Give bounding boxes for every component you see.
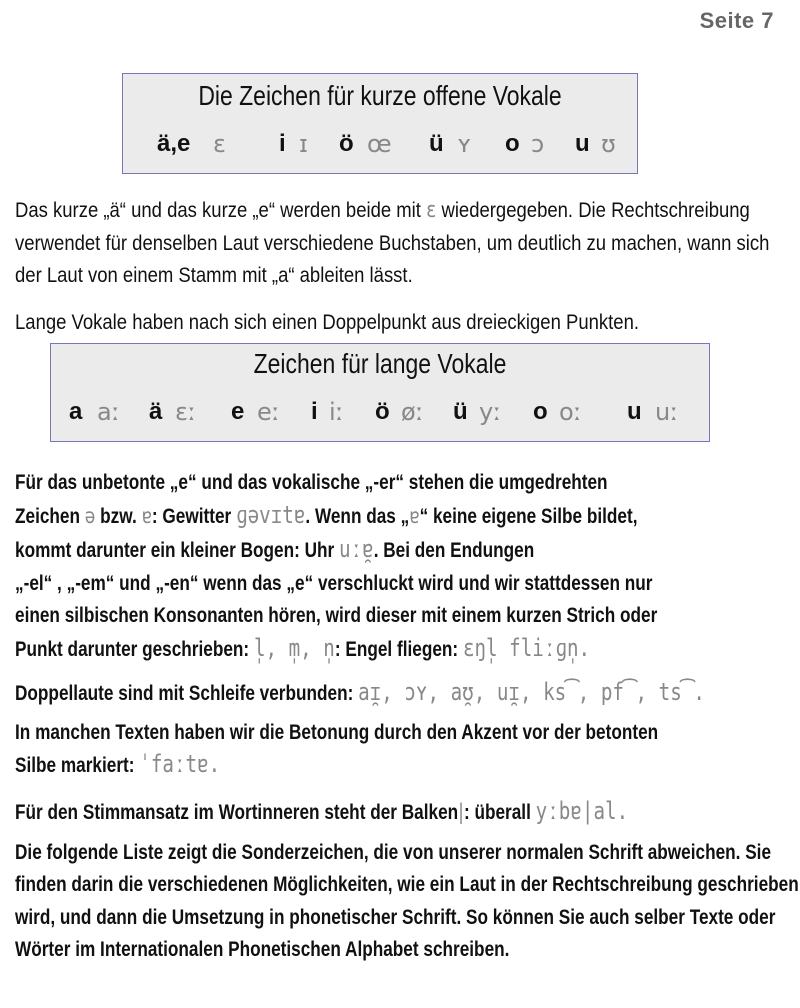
line: Für das unbetonte „e“ und das vokalische „-er“ stehen die umgedrehten	[15, 470, 608, 494]
line	[15, 499, 800, 534]
ipa-word: ɡəvɪtɐ	[236, 500, 306, 529]
ipa-word: yːbɐ|al.	[535, 797, 629, 825]
vowel-ipa: eː	[257, 398, 280, 426]
text: Für den Stimmansatz im Wortinneren steht der Balken	[15, 800, 459, 824]
ipa-word: aɪ̯, ɔʏ, aʊ̯, uɪ̯, ks͡, pf͡, ts͡.	[358, 678, 705, 706]
vowel-ipa: aː	[97, 398, 120, 426]
vowel-ipa: ʏ	[457, 130, 472, 158]
ipa-symbol: ɐ	[409, 503, 420, 529]
text: kommt darunter ein kleiner Bogen: Uhr	[15, 538, 335, 563]
text: . Bei den Endungen	[373, 538, 535, 563]
text: Doppellaute sind mit Schleife verbunden:	[15, 681, 354, 705]
vowel-letters: o	[533, 398, 548, 425]
line	[15, 632, 800, 666]
vowel-ipa: œ	[367, 130, 392, 158]
vowel-letters: o	[505, 130, 520, 157]
vowel-ipa: iː	[329, 398, 344, 426]
text: wiedergegeben. Die Rechtschreibung verwendet für denselben Laut verschiedene Buchstaben, um deutlich zu machen, wann sich der Laut von einem Stamm mit „a“ ableiten lässt.	[15, 198, 770, 287]
text: . Wenn das „	[305, 503, 410, 528]
ipa-word: ɛŋl̩ fliːɡn̩.	[462, 633, 591, 662]
vowel-ipa: ɛ	[213, 130, 226, 158]
ipa-word: l̩, m̩, n̩	[253, 633, 335, 662]
line: „-el“ , „-em“ und „-en“ wenn das „e“ verschluckt wird und wir stattdessen nur	[15, 570, 653, 595]
line: In manchen Texten haben wir die Betonung durch den Akzent vor der betonten	[15, 720, 659, 744]
text: Das kurze „ä“ und das kurze „e“ werden beide mit	[15, 198, 421, 222]
text: Punkt darunter geschrieben:	[15, 636, 250, 661]
long-vowels-box	[50, 343, 710, 442]
line	[15, 533, 800, 567]
vowel-letters: ü	[429, 130, 444, 157]
short-vowels-box	[122, 73, 638, 174]
ipa-symbol: ə	[84, 503, 96, 529]
vowel-ipa: oː	[559, 398, 582, 426]
vowel-ipa: ɔ	[531, 130, 545, 158]
vowel-letters: ö	[339, 130, 354, 157]
line: einen silbischen Konsonanten hören, wird dieser mit einem kurzen Strich oder	[15, 603, 658, 628]
vowel-ipa: ɪ	[299, 130, 308, 158]
short-vowels-title: Die Zeichen für kurze offene Vokale	[198, 80, 562, 111]
vowel-letters: a	[69, 398, 83, 425]
vowel-letters: ö	[375, 398, 390, 425]
vowel-letters: u	[627, 398, 642, 425]
paragraph-short-vowels	[15, 194, 789, 291]
text: : überall	[463, 800, 531, 824]
vowel-ipa: uː	[655, 398, 679, 426]
long-vowels-title: Zeichen für lange Vokale	[253, 348, 507, 379]
ipa-symbol: ɐ	[141, 503, 152, 529]
vowel-ipa: yː	[479, 398, 502, 426]
ipa-symbol: ɛ	[426, 198, 437, 223]
vowel-ipa: ɛː	[175, 398, 197, 426]
vowel-letters: e	[231, 398, 245, 425]
vowel-letters: ü	[453, 398, 468, 425]
line	[15, 748, 800, 781]
text: : Engel fliegen:	[334, 636, 459, 661]
paragraph-diphthongs	[15, 676, 800, 709]
text: Zeichen	[15, 503, 80, 528]
vowel-letters: ä	[149, 398, 163, 425]
vowel-ipa: øː	[401, 398, 424, 426]
vowel-letters: u	[575, 130, 590, 157]
vowel-letters: i	[311, 398, 318, 425]
ipa-word: uːɐ̯	[339, 535, 374, 564]
paragraph-long-vowels-intro: Lange Vokale haben nach sich einen Doppelpunkt aus dreieckigen Punkten.	[15, 310, 639, 334]
paragraph-schwa	[15, 466, 800, 666]
vowel-letters: ä,e	[157, 130, 191, 157]
paragraph-glottal-stop	[15, 795, 800, 829]
ipa-symbol: |	[458, 800, 464, 825]
text: Silbe markiert:	[15, 753, 135, 777]
text: bzw.	[100, 503, 137, 528]
page-number: Seite 7	[699, 8, 774, 33]
vowel-letters: i	[279, 130, 286, 157]
text: “ keine eigene Silbe bildet,	[419, 503, 638, 528]
vowel-ipa: ʊ	[601, 130, 616, 158]
paragraph-list-intro: Die folgende Liste zeigt die Sonderzeichen, die von unserer normalen Schrift abweichen. Sie finden darin die verschiedenen Möglichkeiten, wie ein Laut in der Rechtschreibung geschrieben wird, und dann die Umsetzung in phonetischer Schrift. So können Sie auch selber Texte oder Wörter im Internationalen Phonetischen Alphabet schreiben.	[15, 840, 799, 962]
text: : Gewitter	[151, 503, 232, 528]
ipa-word: ˈfaːtɐ.	[139, 750, 221, 778]
paragraph-stress	[15, 716, 800, 781]
